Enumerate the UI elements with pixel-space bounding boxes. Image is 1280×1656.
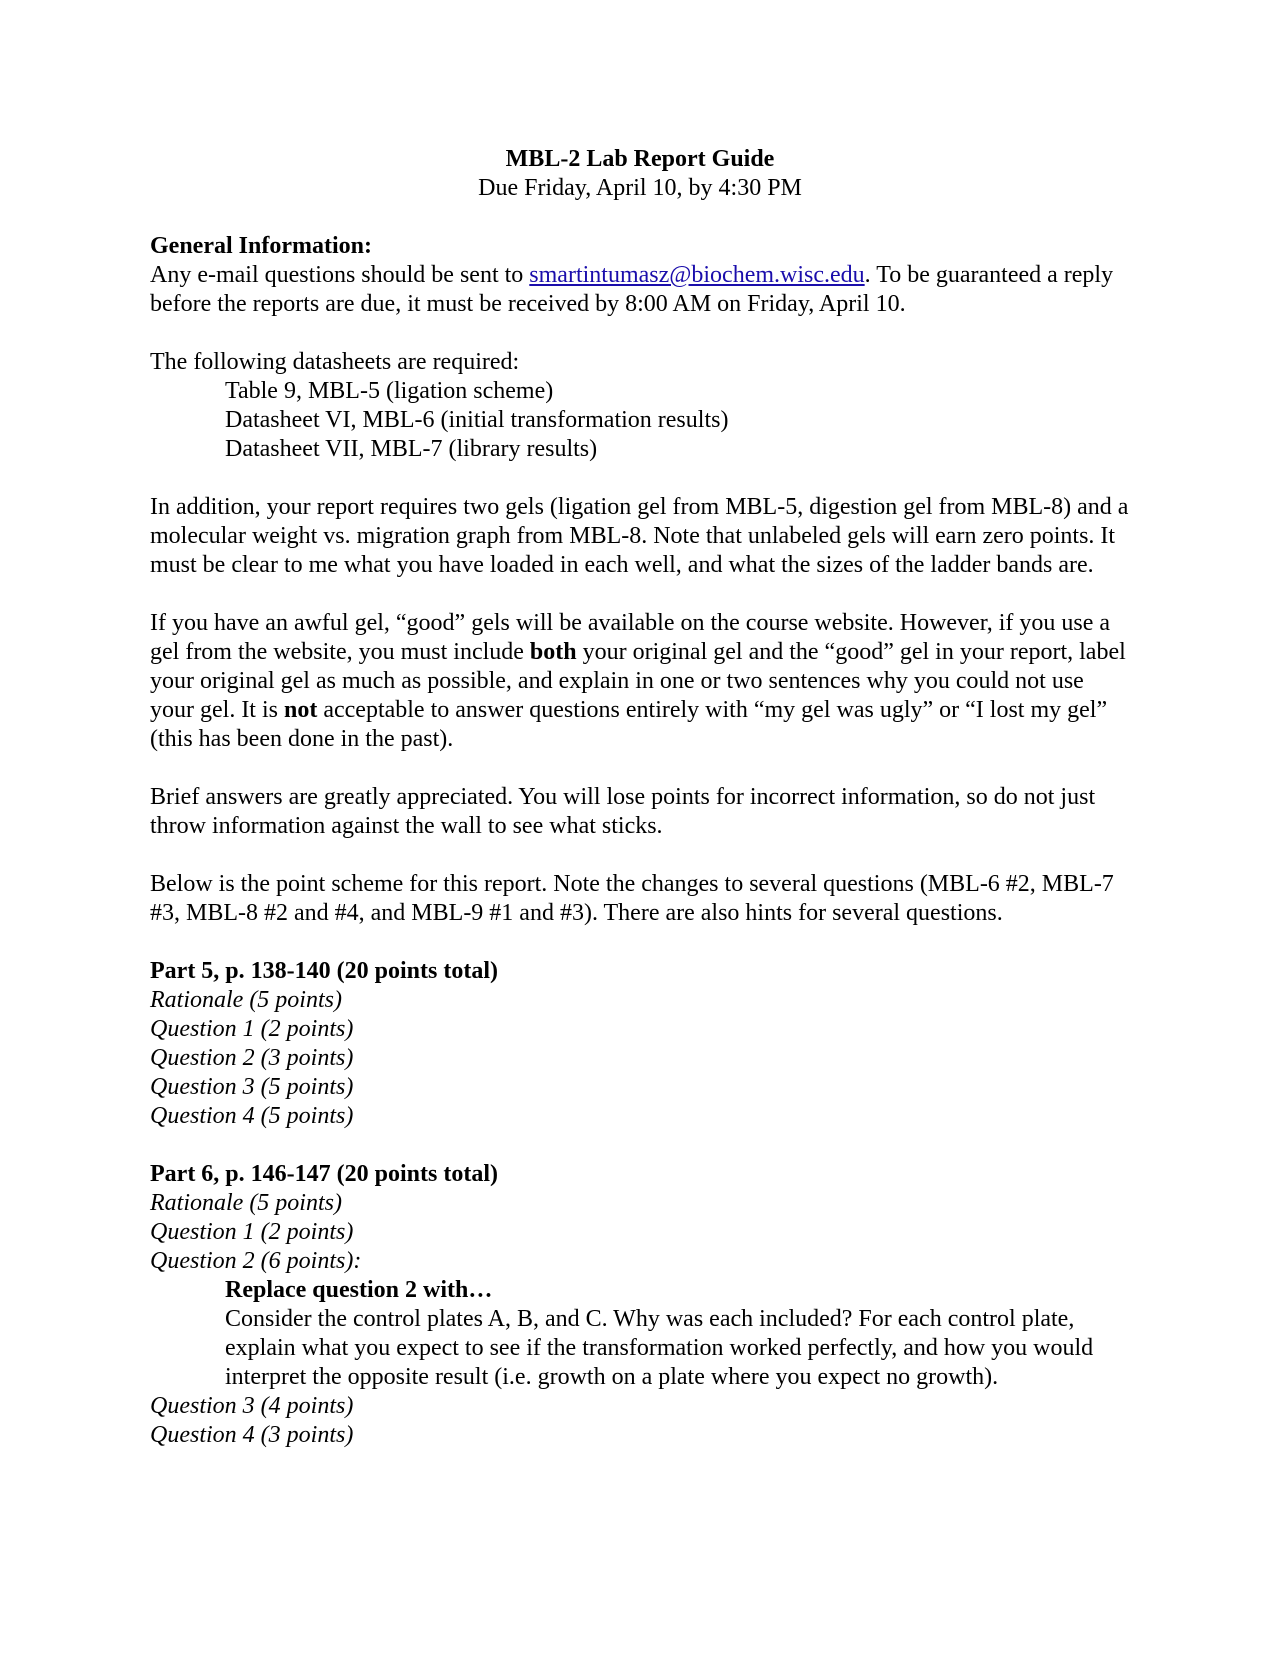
replacement-heading: Replace question 2 with… [225,1277,493,1303]
emphasis-not: not [283,697,318,723]
datasheets-list [150,377,1130,464]
spacer [150,203,1130,232]
spacer [150,754,1130,783]
spacer [150,928,1130,957]
part6-item: Question 2 (6 points): [150,1248,362,1274]
email-followup-text: . To be guaranteed a reply before the reports are due, it must be received by 8:00 AM on Friday, April 10. [150,262,1114,317]
datasheet-item: Datasheet VI, MBL-6 (initial transformation results) [225,407,729,433]
part5-item: Question 2 (3 points) [150,1045,354,1071]
brief-answers-paragraph: Brief answers are greatly appreciated. You will lose points for incorrect information, so do not just throw information against the wall to see what sticks. [150,784,1096,839]
part5-heading: Part 5, p. 138-140 (20 points total) [150,958,498,984]
datasheets-intro: The following datasheets are required: [150,349,520,375]
part6-item: Rationale (5 points) [150,1190,342,1216]
spacer [150,580,1130,609]
part6-heading: Part 6, p. 146-147 (20 points total) [150,1161,498,1187]
part6-item: Question 1 (2 points) [150,1219,354,1245]
email-intro-text: Any e-mail questions should be sent to [150,262,530,288]
awful-gel-paragraph [150,609,1130,754]
point-scheme-paragraph: Below is the point scheme for this report. Note the changes to several questions (MBL-6 #2, MBL-7 #3, MBL-8 #2 and #4, and MBL-9 #1 and #3). There are also hints for several questions. [150,871,1114,926]
awful-gel-text-2: your original gel and the “good” gel in your report, label your original gel as much as possible, and explain in one or two sentences why you could not use your gel. It is [150,639,1126,723]
datasheet-item: Datasheet VII, MBL-7 (library results) [225,436,598,462]
awful-gel-text-1: If you have an awful gel, “good” gels will be available on the course website. However, if you use a gel from the website, you must include [150,610,1111,665]
replacement-text: Consider the control plates A, B, and C. Why was each included? For each control plate, explain what you expect to see if the transformation worked perfectly, and how you would interpret the opposite result (i.e. growth on a plate where you expect no growth). [225,1306,1094,1390]
email-link[interactable]: smartintumasz@biochem.wisc.edu [529,262,865,288]
datasheet-item: Table 9, MBL-5 (ligation scheme) [225,378,554,404]
part6-list [150,1189,1130,1450]
general-info-paragraph [150,261,1130,319]
awful-gel-text-3: acceptable to answer questions entirely with “my gel was ugly” or “I lost my gel” (this has been done in the past). [150,697,1108,752]
emphasis-both: both [529,639,577,665]
spacer [150,1131,1130,1160]
part5-item: Question 1 (2 points) [150,1016,354,1042]
part6-item: Question 3 (4 points) [150,1393,354,1419]
document-page [150,145,1130,1450]
due-date: Due Friday, April 10, by 4:30 PM [478,175,802,201]
spacer [150,319,1130,348]
part6-item: Question 4 (3 points) [150,1422,354,1448]
replacement-block [150,1276,1130,1392]
document-title: MBL-2 Lab Report Guide [505,146,775,172]
spacer [150,464,1130,493]
gels-paragraph: In addition, your report requires two gels (ligation gel from MBL-5, digestion gel from MBL-8) and a molecular weight vs. migration graph from MBL-8. Note that unlabeled gels will earn zero points. It must be clear to me what you have loaded in each well, and what the sizes of the ladder bands are. [150,494,1129,578]
part5-item: Rationale (5 points) [150,987,342,1013]
part5-item: Question 4 (5 points) [150,1103,354,1129]
part5-list [150,986,1130,1131]
general-info-heading: General Information: [150,233,372,259]
part5-item: Question 3 (5 points) [150,1074,354,1100]
spacer [150,841,1130,870]
